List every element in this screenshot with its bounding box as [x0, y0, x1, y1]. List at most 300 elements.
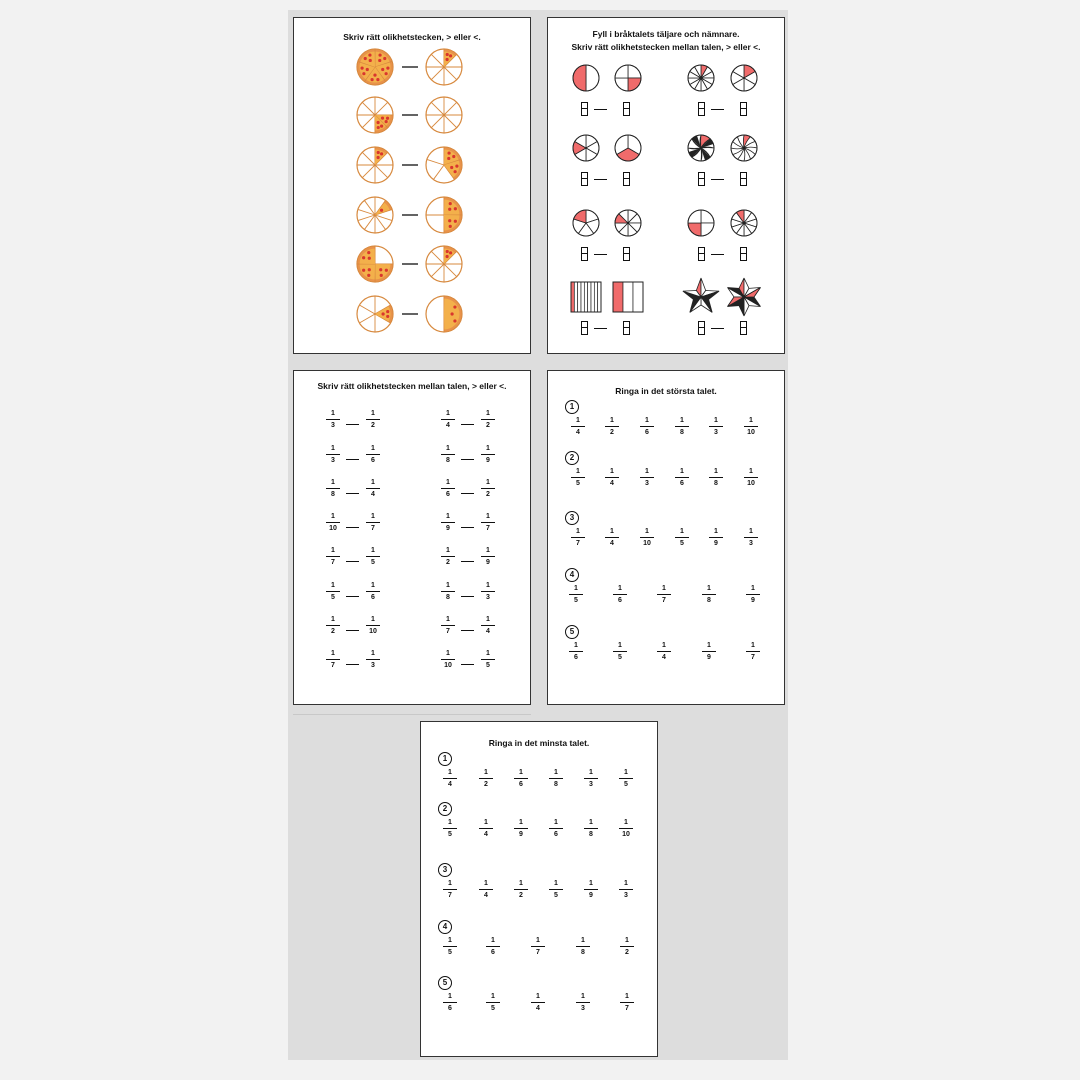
denominator: 7 — [486, 525, 490, 532]
denominator: 3 — [589, 781, 593, 788]
denominator: 8 — [446, 594, 450, 601]
fraction-left — [324, 615, 342, 636]
fraction-bar — [584, 889, 598, 890]
fraction-bar — [366, 591, 380, 592]
denominator: 2 — [610, 429, 614, 436]
denominator: 9 — [486, 457, 490, 464]
fraction-left — [324, 409, 342, 430]
numerator: 1 — [446, 479, 450, 486]
denominator: 4 — [662, 654, 666, 661]
fraction-bar — [640, 477, 654, 478]
numerator: 1 — [618, 642, 622, 649]
fraction-bar — [443, 1002, 457, 1003]
page-divider — [293, 714, 531, 715]
comparison-blank — [346, 493, 359, 494]
shape-star — [728, 278, 761, 316]
question-number-badge: 4 — [565, 568, 579, 582]
denominator: 2 — [625, 949, 629, 956]
denominator: 4 — [484, 831, 488, 838]
fraction-bar — [443, 889, 457, 890]
numerator: 1 — [618, 585, 622, 592]
denominator: 4 — [610, 540, 614, 547]
question-number-badge: 1 — [565, 400, 579, 414]
fraction-choice — [477, 818, 495, 839]
answer-box-left — [581, 172, 588, 186]
fraction-choice — [441, 818, 459, 839]
denominator: 7 — [448, 892, 452, 899]
denominator: 5 — [618, 654, 622, 661]
fraction-bar — [366, 556, 380, 557]
numerator: 1 — [448, 769, 452, 776]
numerator: 1 — [707, 642, 711, 649]
shape-fraction-grid — [548, 18, 786, 355]
denominator: 7 — [662, 597, 666, 604]
numerator: 1 — [446, 582, 450, 589]
fraction-bar — [531, 1002, 545, 1003]
fraction-bar — [675, 537, 689, 538]
answer-box-right — [740, 321, 747, 335]
denominator: 9 — [519, 831, 523, 838]
pizza-right — [426, 296, 462, 332]
fraction-choice — [603, 527, 621, 548]
fraction-bar — [571, 477, 585, 478]
numerator: 1 — [751, 585, 755, 592]
numerator: 1 — [576, 417, 580, 424]
comparison-blank — [594, 109, 607, 110]
denominator: 10 — [747, 429, 755, 436]
fraction-bar — [441, 659, 455, 660]
denominator: 9 — [707, 654, 711, 661]
fraction-bar — [514, 828, 528, 829]
numerator: 1 — [448, 819, 452, 826]
numerator: 1 — [331, 616, 335, 623]
question-number-badge: 2 — [565, 451, 579, 465]
denominator: 9 — [589, 892, 593, 899]
numerator: 1 — [714, 417, 718, 424]
numerator: 1 — [371, 547, 375, 554]
fraction-choice — [582, 768, 600, 789]
fraction-choice — [673, 467, 691, 488]
denominator: 3 — [371, 662, 375, 669]
fraction-left — [439, 649, 457, 670]
fraction-choice — [582, 818, 600, 839]
numerator: 1 — [486, 582, 490, 589]
page-title: Ringa in det största talet. — [615, 386, 717, 396]
fraction-bar — [514, 889, 528, 890]
fraction-choice — [617, 768, 635, 789]
comparison-blank — [461, 424, 474, 425]
numerator: 1 — [625, 937, 629, 944]
page-title: Ringa in det minsta talet. — [488, 738, 590, 748]
fraction-bar — [709, 537, 723, 538]
fraction-choice — [742, 527, 760, 548]
denominator: 4 — [610, 480, 614, 487]
fraction-bar — [481, 454, 495, 455]
denominator: 2 — [371, 422, 375, 429]
fraction-bar — [619, 889, 633, 890]
pizza-left — [357, 296, 393, 332]
denominator: 7 — [536, 949, 540, 956]
denominator: 10 — [643, 540, 651, 547]
numerator: 1 — [536, 937, 540, 944]
fraction-bar — [326, 591, 340, 592]
shape-star — [683, 278, 719, 312]
fraction-choice — [574, 992, 592, 1013]
answer-box-left — [581, 247, 588, 261]
denominator: 3 — [749, 540, 753, 547]
numerator: 1 — [446, 445, 450, 452]
denominator: 2 — [446, 559, 450, 566]
fraction-bar — [481, 659, 495, 660]
denominator: 4 — [576, 429, 580, 436]
fraction-choice — [529, 992, 547, 1013]
answer-box-left — [698, 247, 705, 261]
numerator: 1 — [749, 468, 753, 475]
fraction-right — [479, 581, 497, 602]
numerator: 1 — [576, 528, 580, 535]
denominator: 10 — [329, 525, 337, 532]
denominator: 5 — [554, 892, 558, 899]
fraction-right — [364, 409, 382, 430]
numerator: 1 — [446, 410, 450, 417]
fraction-bar — [576, 946, 590, 947]
fraction-bar — [702, 594, 716, 595]
numerator: 1 — [624, 880, 628, 887]
comparison-blank — [461, 493, 474, 494]
comparison-blank — [346, 527, 359, 528]
fraction-choice — [742, 467, 760, 488]
fraction-right — [479, 615, 497, 636]
shape-swirl — [731, 135, 757, 161]
denominator: 6 — [371, 457, 375, 464]
fraction-bar — [709, 426, 723, 427]
numerator: 1 — [714, 468, 718, 475]
fraction-choice — [655, 641, 673, 662]
fraction-choice — [638, 467, 656, 488]
comparison-blank — [346, 664, 359, 665]
pizza-left — [357, 49, 393, 85]
denominator: 4 — [536, 1005, 540, 1012]
fraction-choice — [673, 527, 691, 548]
denominator: 8 — [589, 831, 593, 838]
comparison-blank — [461, 596, 474, 597]
fraction-choice — [441, 992, 459, 1013]
fraction-bar — [571, 537, 585, 538]
fraction-right — [364, 649, 382, 670]
fraction-bar — [366, 454, 380, 455]
denominator: 5 — [331, 594, 335, 601]
fraction-left — [324, 512, 342, 533]
numerator: 1 — [519, 769, 523, 776]
fraction-bar — [571, 426, 585, 427]
numerator: 1 — [331, 513, 335, 520]
fraction-bar — [605, 426, 619, 427]
numerator: 1 — [610, 468, 614, 475]
denominator: 7 — [625, 1005, 629, 1012]
numerator: 1 — [371, 513, 375, 520]
fraction-choice — [638, 416, 656, 437]
numerator: 1 — [446, 616, 450, 623]
fraction-bar — [481, 625, 495, 626]
fraction-right — [364, 581, 382, 602]
fraction-bar — [744, 537, 758, 538]
page-title-line2: Skriv rätt olikhetstecken mellan talen, > eller <. — [571, 42, 761, 52]
numerator: 1 — [714, 528, 718, 535]
fraction-bar — [441, 454, 455, 455]
fraction-right — [479, 444, 497, 465]
denominator: 5 — [680, 540, 684, 547]
fraction-left — [439, 615, 457, 636]
fraction-choice — [441, 879, 459, 900]
fraction-right — [364, 444, 382, 465]
fraction-choice — [744, 641, 762, 662]
denominator: 6 — [554, 831, 558, 838]
numerator: 1 — [645, 417, 649, 424]
denominator: 5 — [574, 597, 578, 604]
fraction-left — [439, 444, 457, 465]
pizza-right — [426, 197, 462, 233]
comparison-blank — [711, 254, 724, 255]
numerator: 1 — [589, 769, 593, 776]
numerator: 1 — [446, 547, 450, 554]
question-number-badge: 3 — [438, 863, 452, 877]
fraction-choice — [441, 768, 459, 789]
numerator: 1 — [486, 410, 490, 417]
fraction-bar — [605, 477, 619, 478]
denominator: 4 — [484, 892, 488, 899]
fraction-left — [439, 581, 457, 602]
numerator: 1 — [331, 547, 335, 554]
numerator: 1 — [448, 937, 452, 944]
denominator: 4 — [486, 628, 490, 635]
fraction-choice — [655, 584, 673, 605]
comparison-blank — [461, 527, 474, 528]
fraction-bar — [702, 651, 716, 652]
fraction-bar — [514, 778, 528, 779]
denominator: 8 — [707, 597, 711, 604]
comparison-blank — [346, 596, 359, 597]
fraction-choice — [569, 527, 587, 548]
comparison-blank — [594, 179, 607, 180]
comparison-blank — [346, 424, 359, 425]
denominator: 5 — [624, 781, 628, 788]
denominator: 3 — [331, 457, 335, 464]
fraction-bar — [486, 946, 500, 947]
numerator: 1 — [581, 993, 585, 1000]
denominator: 4 — [371, 491, 375, 498]
fraction-bar — [479, 778, 493, 779]
fraction-bar — [326, 488, 340, 489]
answer-box-left — [698, 172, 705, 186]
denominator: 7 — [576, 540, 580, 547]
fraction-choice — [484, 936, 502, 957]
denominator: 2 — [331, 628, 335, 635]
denominator: 3 — [581, 1005, 585, 1012]
numerator: 1 — [371, 616, 375, 623]
shape-circle — [615, 135, 641, 161]
answer-box-right — [740, 247, 747, 261]
numerator: 1 — [554, 819, 558, 826]
fraction-choice — [569, 467, 587, 488]
fraction-bar — [441, 488, 455, 489]
denominator: 6 — [519, 781, 523, 788]
fraction-right — [479, 649, 497, 670]
answer-box-left — [698, 102, 705, 116]
denominator: 5 — [576, 480, 580, 487]
numerator: 1 — [486, 445, 490, 452]
denominator: 9 — [446, 525, 450, 532]
denominator: 6 — [645, 429, 649, 436]
question-number-badge: 2 — [438, 802, 452, 816]
numerator: 1 — [331, 410, 335, 417]
denominator: 10 — [622, 831, 630, 838]
fraction-bar — [326, 419, 340, 420]
denominator: 3 — [714, 429, 718, 436]
numerator: 1 — [331, 582, 335, 589]
denominator: 2 — [486, 491, 490, 498]
fraction-choice — [707, 527, 725, 548]
shape-rect — [613, 282, 643, 312]
numerator: 1 — [662, 642, 666, 649]
denominator: 9 — [751, 597, 755, 604]
denominator: 4 — [446, 422, 450, 429]
pizza-fraction-grid — [294, 18, 532, 355]
fraction-bar — [443, 778, 457, 779]
numerator: 1 — [331, 650, 335, 657]
comparison-blank — [346, 459, 359, 460]
fraction-right — [364, 478, 382, 499]
page-title: Skriv rätt olikhetstecken mellan talen, > eller <. — [317, 381, 507, 391]
numerator: 1 — [331, 445, 335, 452]
fraction-bar — [744, 426, 758, 427]
fraction-bar — [549, 889, 563, 890]
fraction-right — [479, 512, 497, 533]
numerator: 1 — [625, 993, 629, 1000]
fraction-left — [324, 546, 342, 567]
denominator: 3 — [624, 892, 628, 899]
numerator: 1 — [645, 528, 649, 535]
denominator: 7 — [751, 654, 755, 661]
fraction-bar — [366, 488, 380, 489]
fraction-bar — [366, 419, 380, 420]
comparison-blank — [461, 630, 474, 631]
pizza-right — [426, 49, 462, 85]
answer-box-left — [581, 321, 588, 335]
answer-box-left — [698, 321, 705, 335]
denominator: 6 — [680, 480, 684, 487]
denominator: 2 — [484, 781, 488, 788]
fraction-bar — [441, 556, 455, 557]
numerator: 1 — [581, 937, 585, 944]
denominator: 6 — [491, 949, 495, 956]
numerator: 1 — [519, 880, 523, 887]
denominator: 3 — [486, 594, 490, 601]
pizza-left — [357, 197, 393, 233]
fraction-left — [324, 444, 342, 465]
numerator: 1 — [624, 769, 628, 776]
comparison-blank — [461, 664, 474, 665]
pizza-right — [426, 147, 462, 183]
fraction-left — [324, 478, 342, 499]
denominator: 9 — [714, 540, 718, 547]
numerator: 1 — [448, 993, 452, 1000]
denominator: 7 — [371, 525, 375, 532]
denominator: 8 — [581, 949, 585, 956]
fraction-bar — [620, 1002, 634, 1003]
fraction-choice — [512, 768, 530, 789]
fraction-bar — [481, 556, 495, 557]
numerator: 1 — [751, 642, 755, 649]
fraction-choice — [611, 584, 629, 605]
fraction-choice — [574, 936, 592, 957]
denominator: 6 — [574, 654, 578, 661]
fraction-choice — [617, 818, 635, 839]
fraction-choice — [744, 584, 762, 605]
fraction-bar — [613, 651, 627, 652]
numerator: 1 — [486, 547, 490, 554]
fraction-left — [439, 512, 457, 533]
numerator: 1 — [371, 479, 375, 486]
pizza-left — [357, 147, 393, 183]
fraction-bar — [326, 454, 340, 455]
worksheet-page-shape-fractions — [547, 17, 785, 354]
fraction-bar — [481, 419, 495, 420]
fraction-choice — [617, 879, 635, 900]
fraction-choice — [547, 818, 565, 839]
fraction-choice — [477, 768, 495, 789]
fraction-choice — [707, 416, 725, 437]
denominator: 4 — [448, 781, 452, 788]
shape-circle — [615, 65, 641, 91]
numerator: 1 — [589, 819, 593, 826]
fraction-choice — [547, 768, 565, 789]
fraction-bar — [569, 594, 583, 595]
answer-box-right — [623, 247, 630, 261]
denominator: 5 — [491, 1005, 495, 1012]
shape-circle — [688, 210, 714, 236]
denominator: 5 — [448, 949, 452, 956]
fraction-bar — [531, 946, 545, 947]
fraction-left — [439, 478, 457, 499]
fraction-choice — [582, 879, 600, 900]
comparison-blank — [594, 328, 607, 329]
shape-circle — [731, 65, 757, 91]
fraction-choice — [603, 416, 621, 437]
fraction-bar — [640, 537, 654, 538]
denominator: 6 — [618, 597, 622, 604]
fraction-choice — [707, 467, 725, 488]
comparison-blank — [711, 328, 724, 329]
denominator: 9 — [486, 559, 490, 566]
fraction-choice — [567, 584, 585, 605]
numerator: 1 — [749, 417, 753, 424]
fraction-bar — [326, 522, 340, 523]
denominator: 7 — [446, 628, 450, 635]
fraction-bar — [620, 946, 634, 947]
numerator: 1 — [680, 417, 684, 424]
fraction-choice — [441, 936, 459, 957]
numerator: 1 — [331, 479, 335, 486]
fraction-choice — [618, 992, 636, 1013]
fraction-bar — [549, 778, 563, 779]
fraction-choice — [603, 467, 621, 488]
fraction-bar — [366, 522, 380, 523]
numerator: 1 — [680, 528, 684, 535]
denominator: 6 — [448, 1005, 452, 1012]
fraction-bar — [619, 778, 633, 779]
page-title: Skriv rätt olikhetstecken, > eller <. — [343, 32, 481, 42]
numerator: 1 — [491, 937, 495, 944]
